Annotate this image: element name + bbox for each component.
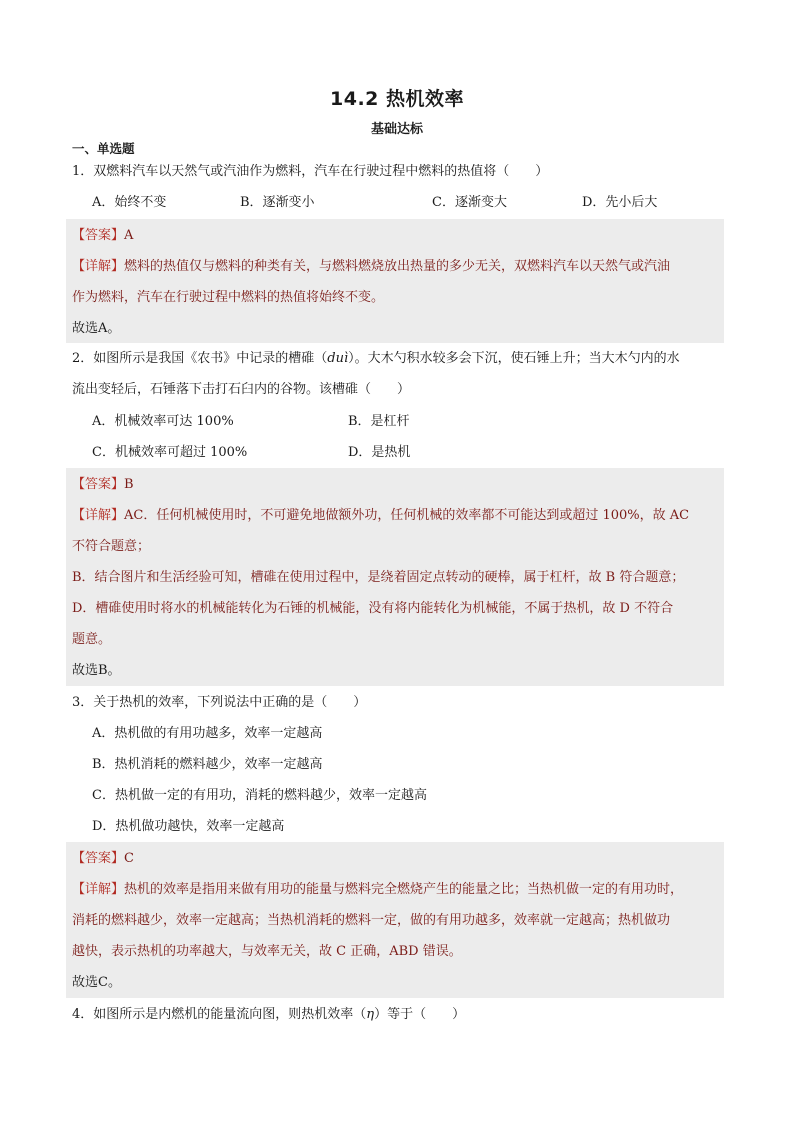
page-title: 14.2 热机效率 [330, 88, 464, 110]
detail-tag: 【详解】 [72, 882, 125, 897]
question-3-option-b: B．热机消耗的燃料越少，效率一定越高 [92, 757, 323, 772]
question-2-option-a: A．机械效率可达 100% [92, 414, 234, 429]
question-4-stem: 4．如图所示是内燃机的能量流向图，则热机效率（η）等于（ ） [72, 1007, 466, 1022]
section-heading: 一、单选题 [72, 141, 135, 156]
answer-tag: 【答案】 [72, 851, 125, 866]
answer-tag: 【答案】 [72, 477, 125, 492]
question-2-detail-line-2: 不符合题意； [72, 539, 151, 554]
question-2-stem-line-1: 2．如图所示是我国《农书》中记录的槽碓（duì）。大木勺积水较多会下沉，使石锤上升；当大木勺内的水 [72, 351, 680, 366]
question-2-detail-line-5: 题意。 [72, 632, 112, 647]
question-3-detail-line-1: 【详解】热机的效率是指用来做有用功的能量与燃料完全燃烧产生的能量之比；当热机做一定的有用功时， [72, 882, 684, 897]
question-2-answer [72, 476, 134, 494]
question-2-option-d: D．是热机 [348, 445, 411, 460]
question-1-option-b: B．逐渐变小 [240, 195, 315, 210]
detail-tag: 【详解】 [72, 259, 125, 274]
question-2-detail-line-1: 【详解】AC．任何机械使用时，不可避免地做额外功，任何机械的效率都不可能达到或超过 100%，故 AC [72, 508, 690, 523]
page-subtitle: 基础达标 [370, 122, 423, 137]
question-1-answer-box [66, 219, 724, 343]
question-3-stem: 3．关于热机的效率，下列说法中正确的是（ ） [72, 695, 367, 710]
question-1-option-a: A．始终不变 [92, 195, 167, 210]
question-1-stem: 1．双燃料汽车以天然气或汽油作为燃料，汽车在行驶过程中燃料的热值将（ ） [72, 164, 549, 179]
question-1-option-d: D．先小后大 [582, 195, 658, 210]
question-3-option-c: C．热机做一定的有用功，消耗的燃料越少，效率一定越高 [92, 788, 427, 803]
question-1-answer [72, 227, 133, 245]
answer-value: B [124, 477, 134, 492]
eta-symbol: η [366, 1007, 375, 1022]
question-3-answer [72, 850, 134, 868]
answer-value: C [124, 851, 134, 866]
question-2-detail-line-4: D．槽碓使用时将水的机械能转化为石锤的机械能，没有将内能转化为机械能，不属于热机，故 D 不符合 [72, 601, 674, 616]
question-1-detail-line-1: 【详解】燃料的热值仅与燃料的种类有关，与燃料燃烧放出热量的多少无关，双燃料汽车以天然气或汽油 [72, 259, 671, 274]
question-2-option-b: B．是杠杆 [348, 414, 410, 429]
question-3-detail-line-3: 越快，表示热机的功率越大，与效率无关，故 C 正确，ABD 错误。 [72, 944, 462, 959]
question-2-conclusion: 故选B。 [72, 663, 121, 678]
question-2-detail-line-3: B．结合图片和生活经验可知，槽碓在使用过程中，是绕着固定点转动的硬棒，属于杠杆，故 B 符合题意； [72, 570, 685, 585]
pinyin: duì [327, 351, 349, 366]
question-2-option-c: C．机械效率可超过 100% [92, 445, 248, 460]
question-1-detail-line-2: 作为燃料，汽车在行驶过程中燃料的热值将始终不变。 [72, 290, 385, 305]
answer-tag: 【答案】 [72, 228, 125, 243]
question-3-option-a: A．热机做的有用功越多，效率一定越高 [92, 726, 323, 741]
detail-tag: 【详解】 [72, 508, 125, 523]
question-3-detail-line-2: 消耗的燃料越少，效率一定越高；当热机消耗的燃料一定，做的有用功越多，效率就一定越高；热机做功 [72, 913, 671, 928]
question-3-conclusion: 故选C。 [72, 975, 121, 990]
question-1-conclusion: 故选A。 [72, 321, 121, 336]
question-3-option-d: D．热机做功越快，效率一定越高 [92, 819, 285, 834]
question-2-stem-line-2: 流出变轻后，石锤落下击打石臼内的谷物。该槽碓（ ） [72, 382, 411, 397]
question-1-option-c: C．逐渐变大 [432, 195, 507, 210]
answer-value: A [124, 228, 134, 243]
